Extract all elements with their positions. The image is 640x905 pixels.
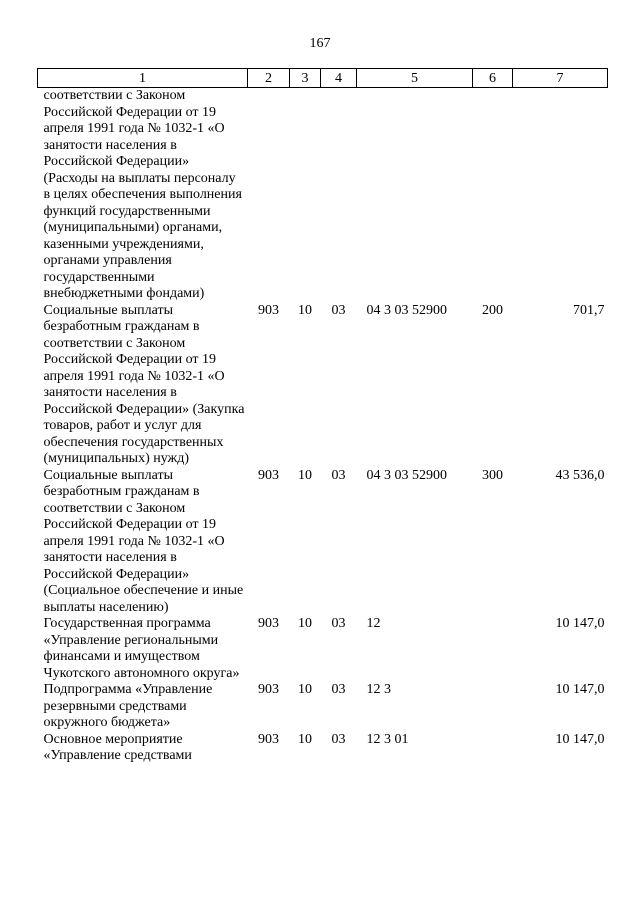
row-section: 10 bbox=[298, 616, 312, 631]
row-subsection: 03 bbox=[331, 731, 346, 747]
row-name: Государственная программа «Управление региональными финансами и имуществом Чукотского автономного округа» bbox=[43, 616, 240, 681]
table-row bbox=[38, 732, 608, 765]
table-row bbox=[38, 468, 608, 617]
table-body bbox=[38, 88, 608, 765]
table-row bbox=[38, 682, 608, 732]
row-amount bbox=[513, 88, 608, 303]
row-expense-type bbox=[473, 682, 513, 732]
header-col-3: 3 bbox=[290, 69, 321, 88]
row-target: 12 3 01 bbox=[366, 731, 409, 747]
row-subsection bbox=[321, 88, 357, 303]
row-target: 12 3 bbox=[366, 682, 391, 697]
header-row bbox=[38, 69, 608, 88]
row-ministry: 903 bbox=[258, 616, 279, 631]
row-target: 04 3 03 52900 bbox=[366, 467, 447, 483]
header-col-5: 5 bbox=[357, 69, 473, 88]
header-col-6: 6 bbox=[473, 69, 513, 88]
row-amount: 10 147,0 bbox=[555, 616, 605, 631]
row-target bbox=[357, 88, 473, 303]
row-name: Подпрограмма «Управление резервными средствами окружного бюджета» bbox=[43, 682, 213, 730]
row-subsection: 03 bbox=[331, 302, 346, 318]
row-ministry: 903 bbox=[258, 682, 279, 697]
row-section: 10 bbox=[298, 682, 312, 697]
row-amount: 43 536,0 bbox=[555, 467, 605, 483]
row-ministry bbox=[248, 88, 290, 303]
row-expense-type: 200 bbox=[482, 302, 503, 318]
row-section: 10 bbox=[298, 731, 312, 747]
table-row bbox=[38, 303, 608, 468]
row-name: Основное мероприятие «Управление средствами bbox=[43, 731, 192, 763]
row-section bbox=[290, 88, 321, 303]
table-row bbox=[38, 616, 608, 682]
row-subsection: 03 bbox=[331, 616, 346, 631]
page-number: 167 bbox=[309, 36, 331, 51]
header-col-4: 4 bbox=[321, 69, 357, 88]
budget-table bbox=[37, 68, 608, 765]
table-row bbox=[38, 88, 608, 303]
row-section: 10 bbox=[298, 302, 312, 318]
row-section: 10 bbox=[298, 467, 312, 483]
row-target: 12 bbox=[366, 616, 381, 631]
row-name: соответствии с Законом Российской Федерации от 19 апреля 1991 года № 1032-1 «О занятости населения в Российской Федерации» (Расходы на выплаты персоналу в целях обеспечения выполнения функций государственными (муниципальными) органами, казенными учреждениями, органами управления государственными внебюджетными фондами) bbox=[43, 88, 242, 301]
table-header bbox=[38, 69, 608, 88]
row-name: Социальные выплаты безработным гражданам в соответствии с Законом Российской Федерации от 19 апреля 1991 года № 1032-1 «О занятости населения в Российской Федерации» (Социальное обеспечение и иные выплаты населению) bbox=[43, 467, 244, 615]
row-target: 04 3 03 52900 bbox=[366, 302, 447, 318]
row-expense-type bbox=[473, 88, 513, 303]
header-col-1: 1 bbox=[38, 69, 248, 88]
row-amount: 10 147,0 bbox=[555, 731, 605, 747]
row-ministry: 903 bbox=[258, 302, 279, 318]
header-col-2: 2 bbox=[248, 69, 290, 88]
row-expense-type: 300 bbox=[482, 467, 503, 483]
row-amount: 10 147,0 bbox=[555, 682, 605, 697]
row-ministry: 903 bbox=[258, 731, 279, 747]
row-ministry: 903 bbox=[258, 467, 279, 483]
row-amount: 701,7 bbox=[573, 302, 605, 318]
row-subsection: 03 bbox=[331, 682, 346, 697]
header-col-7: 7 bbox=[513, 69, 608, 88]
row-expense-type bbox=[473, 616, 513, 682]
row-subsection: 03 bbox=[331, 467, 346, 483]
row-name: Социальные выплаты безработным гражданам в соответствии с Законом Российской Федерации от 19 апреля 1991 года № 1032-1 «О занятости населения в Российской Федерации» (Закупка товаров, работ и услуг для обеспечения государственных (муниципальных) нужд) bbox=[43, 302, 245, 466]
row-expense-type bbox=[473, 732, 513, 765]
